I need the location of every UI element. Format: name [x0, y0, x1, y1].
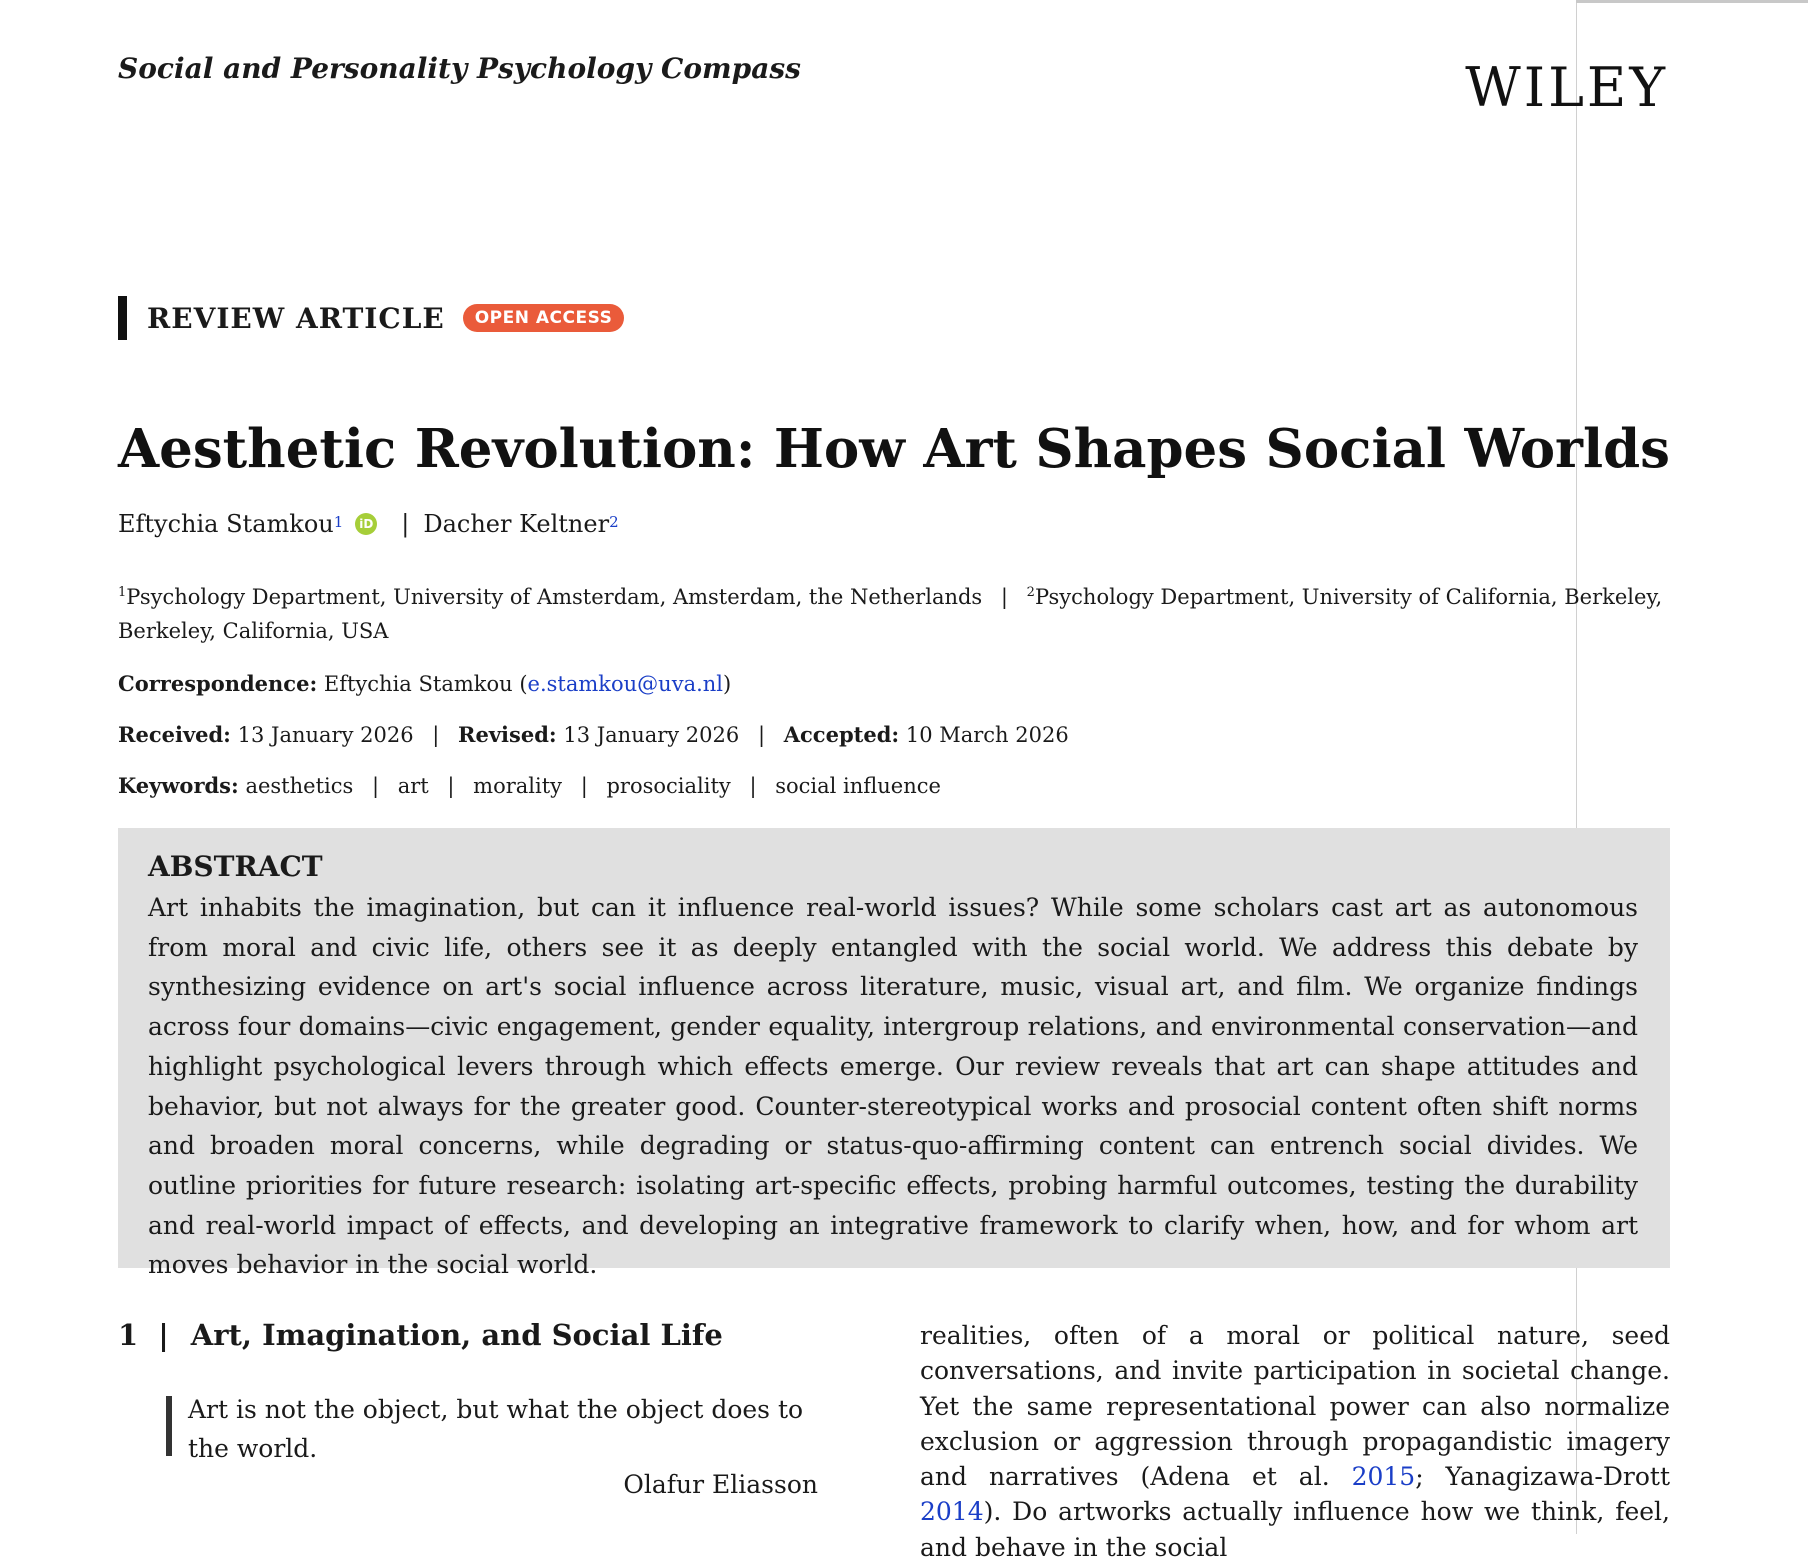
affil-sup: 2: [1026, 585, 1035, 600]
body-text: realities, often of a moral or political nature, seed conversations, and invite participation in societal change. Yet the same representational power can also normalize exclusion or aggression through propagandistic imagery and narratives (Adena et al.: [920, 1321, 1670, 1492]
keyword-separator: |: [447, 774, 455, 798]
received-label: Received:: [118, 722, 231, 747]
author-list: [118, 510, 619, 538]
revised-date: 13 January 2026: [563, 723, 740, 747]
correspondence-name: Eftychia Stamkou: [323, 672, 513, 696]
orcid-icon[interactable]: iD: [355, 513, 377, 535]
section-title: Art, Imagination, and Social Life: [190, 1318, 723, 1352]
revised-label: Revised:: [458, 722, 557, 747]
date-separator: |: [432, 723, 440, 747]
keywords-label: Keywords:: [118, 773, 239, 798]
author-separator: |: [401, 510, 410, 538]
keyword: aesthetics: [245, 774, 354, 798]
section-number: 1: [118, 1318, 139, 1352]
accepted-date: 10 March 2026: [905, 723, 1069, 747]
author-affil-sup[interactable]: 2: [609, 513, 619, 531]
article-type-row: [118, 298, 624, 338]
body-text: ; Yanagizawa-Drott: [1415, 1462, 1670, 1492]
journal-name: Social and Personality Psychology Compass: [118, 52, 801, 85]
open-access-badge: OPEN ACCESS: [463, 304, 625, 332]
date-separator: |: [757, 723, 766, 747]
keyword: social influence: [775, 774, 941, 798]
keyword-separator: |: [749, 774, 757, 798]
body-text-column: [920, 1318, 1670, 1565]
correspondence-line: Correspondence: Eftychia Stamkou (e.stamkou@uva.nl): [118, 671, 732, 696]
body-text: ). Do artworks actually influence how we think, feel, and behave in the social: [920, 1497, 1670, 1562]
viewer-edge-line: [1576, 0, 1577, 1534]
viewer-edge-top: [1576, 0, 1808, 3]
epigraph-text: Art is not the object, but what the object does to the world.: [188, 1395, 804, 1463]
author-name[interactable]: Eftychia Stamkou: [118, 510, 334, 538]
dates-line: [118, 722, 1069, 747]
article-title: Aesthetic Revolution: How Art Shapes Social Worlds: [118, 418, 1671, 480]
keyword: morality: [473, 774, 563, 798]
keyword: prosociality: [606, 774, 731, 798]
abstract-box: [118, 828, 1670, 1280]
citation-link[interactable]: 2014: [920, 1497, 984, 1527]
publisher-logo: WILEY: [1465, 56, 1668, 119]
accepted-label: Accepted:: [783, 722, 900, 747]
keywords-line: [118, 773, 941, 798]
affil-text: Psychology Department, University of Amsterdam, Amsterdam, the Netherlands: [126, 585, 983, 609]
section-heading: [118, 1318, 723, 1352]
affil-text: Psychology Department, University of California, Berkeley, Berkeley, California, USA: [118, 585, 1663, 643]
epigraph-author: Olafur Eliasson: [623, 1470, 818, 1499]
abstract-heading: ABSTRACT: [148, 850, 323, 883]
affil-separator: |: [1000, 585, 1008, 609]
section-separator: |: [158, 1318, 169, 1352]
affiliations: [118, 576, 1678, 648]
keyword: art: [397, 774, 429, 798]
citation-link[interactable]: 2015: [1351, 1462, 1416, 1492]
received-date: 13 January 2026: [237, 723, 414, 747]
correspondence-label: Correspondence:: [118, 671, 318, 696]
keyword-separator: |: [580, 774, 588, 798]
correspondence-email-link[interactable]: e.stamkou@uva.nl: [527, 672, 724, 696]
article-type-bar: [118, 296, 127, 340]
epigraph-bar: [166, 1396, 172, 1456]
author-name[interactable]: Dacher Keltner: [423, 510, 610, 538]
affil-sup: 1: [118, 585, 127, 600]
keyword-separator: |: [371, 774, 380, 798]
author-affil-sup[interactable]: 1: [333, 513, 344, 531]
abstract-text: Art inhabits the imagination, but can it influence real-world issues? While some scholars cast art as autonomous from moral and civic life, others see it as deeply entangled with the social world. We address this debate by synthesizing evidence on art's social influence across literature, music, visual art, and film. We organize findings across four domains—civic engagement, gender equality, intergroup relations, and environmental conservation—and highlight psychological levers through which effects emerge. Our review reveals that art can shape attitudes and behavior, but not always for the greater good. Counter-stereotypical works and prosocial content often shift norms and broaden moral concerns, while degrading or status-quo-affirming content can entrench social divides. We outline priorities for future research: isolating art-specific effects, probing harmful outcomes, testing the durability and real-world impact of effects, and developing an integrative framework to clarify when, how, and for whom art moves behavior in the social world.: [148, 893, 1638, 1280]
article-type: REVIEW ARTICLE: [147, 301, 445, 335]
